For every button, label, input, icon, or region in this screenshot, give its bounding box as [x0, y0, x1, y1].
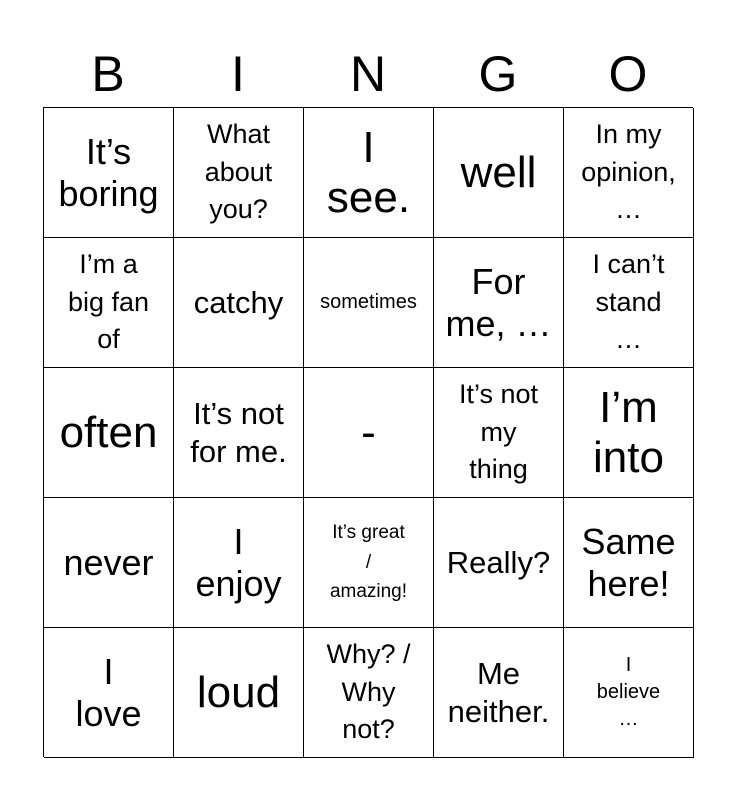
bingo-cell[interactable] — [304, 238, 434, 368]
cell-text: It’s great / amazing! — [329, 522, 408, 603]
cell-text: Really? — [446, 544, 551, 580]
bingo-cell[interactable] — [44, 108, 174, 238]
bingo-cell[interactable] — [564, 238, 694, 368]
bingo-cell[interactable] — [564, 108, 694, 238]
cell-text: loud — [196, 667, 281, 717]
cell-text: It’s boring — [58, 131, 159, 214]
bingo-cell[interactable] — [304, 498, 434, 628]
cell-text: I’m into — [593, 383, 664, 482]
cell-text: Same here! — [581, 521, 676, 604]
bingo-cell[interactable] — [44, 628, 174, 758]
cell-text: I’m a big fan of — [67, 248, 150, 355]
cell-text: Me neither. — [447, 656, 550, 729]
cell-text: I enjoy — [195, 521, 282, 604]
cell-text: I see. — [326, 123, 411, 222]
header-letter-n: N — [349, 46, 387, 102]
cell-text: - — [361, 407, 376, 457]
bingo-cell[interactable] — [434, 368, 564, 498]
bingo-cell[interactable] — [44, 238, 174, 368]
cell-text: catchy — [193, 284, 284, 320]
bingo-cell[interactable] — [174, 108, 304, 238]
bingo-cell[interactable] — [434, 498, 564, 628]
bingo-cell[interactable] — [304, 368, 434, 498]
cell-text: I can’t stand … — [592, 248, 665, 355]
bingo-cell[interactable] — [44, 498, 174, 628]
bingo-board — [43, 107, 693, 757]
header-letter-b: B — [91, 46, 125, 102]
cell-text: In my opinion, … — [581, 118, 676, 225]
bingo-cell[interactable] — [174, 628, 304, 758]
bingo-cell[interactable] — [564, 368, 694, 498]
bingo-cell[interactable] — [174, 498, 304, 628]
header-letter-g: G — [478, 46, 518, 102]
cell-text: It’s not for me. — [190, 396, 287, 469]
bingo-cell[interactable] — [564, 498, 694, 628]
header-letter-i: I — [231, 46, 245, 102]
bingo-cell[interactable] — [434, 628, 564, 758]
cell-text: often — [59, 407, 158, 457]
cell-text: I love — [75, 651, 142, 734]
header-letter-o: O — [608, 46, 648, 102]
bingo-cell[interactable] — [564, 628, 694, 758]
bingo-cell[interactable] — [44, 368, 174, 498]
cell-text: For me, … — [445, 261, 552, 344]
cell-text: sometimes — [320, 291, 417, 313]
cell-text: It’s not my thing — [458, 378, 539, 485]
cell-text: I believe … — [596, 654, 661, 730]
bingo-cell[interactable] — [434, 238, 564, 368]
bingo-cell[interactable] — [434, 108, 564, 238]
cell-text: well — [460, 147, 537, 197]
bingo-header — [43, 40, 693, 108]
bingo-cell[interactable] — [304, 108, 434, 238]
bingo-cell[interactable] — [174, 368, 304, 498]
cell-text: Why? / Why not? — [326, 638, 411, 745]
cell-text: never — [63, 541, 154, 583]
cell-text: What about you? — [204, 118, 273, 225]
bingo-cell[interactable] — [304, 628, 434, 758]
bingo-cell[interactable] — [174, 238, 304, 368]
